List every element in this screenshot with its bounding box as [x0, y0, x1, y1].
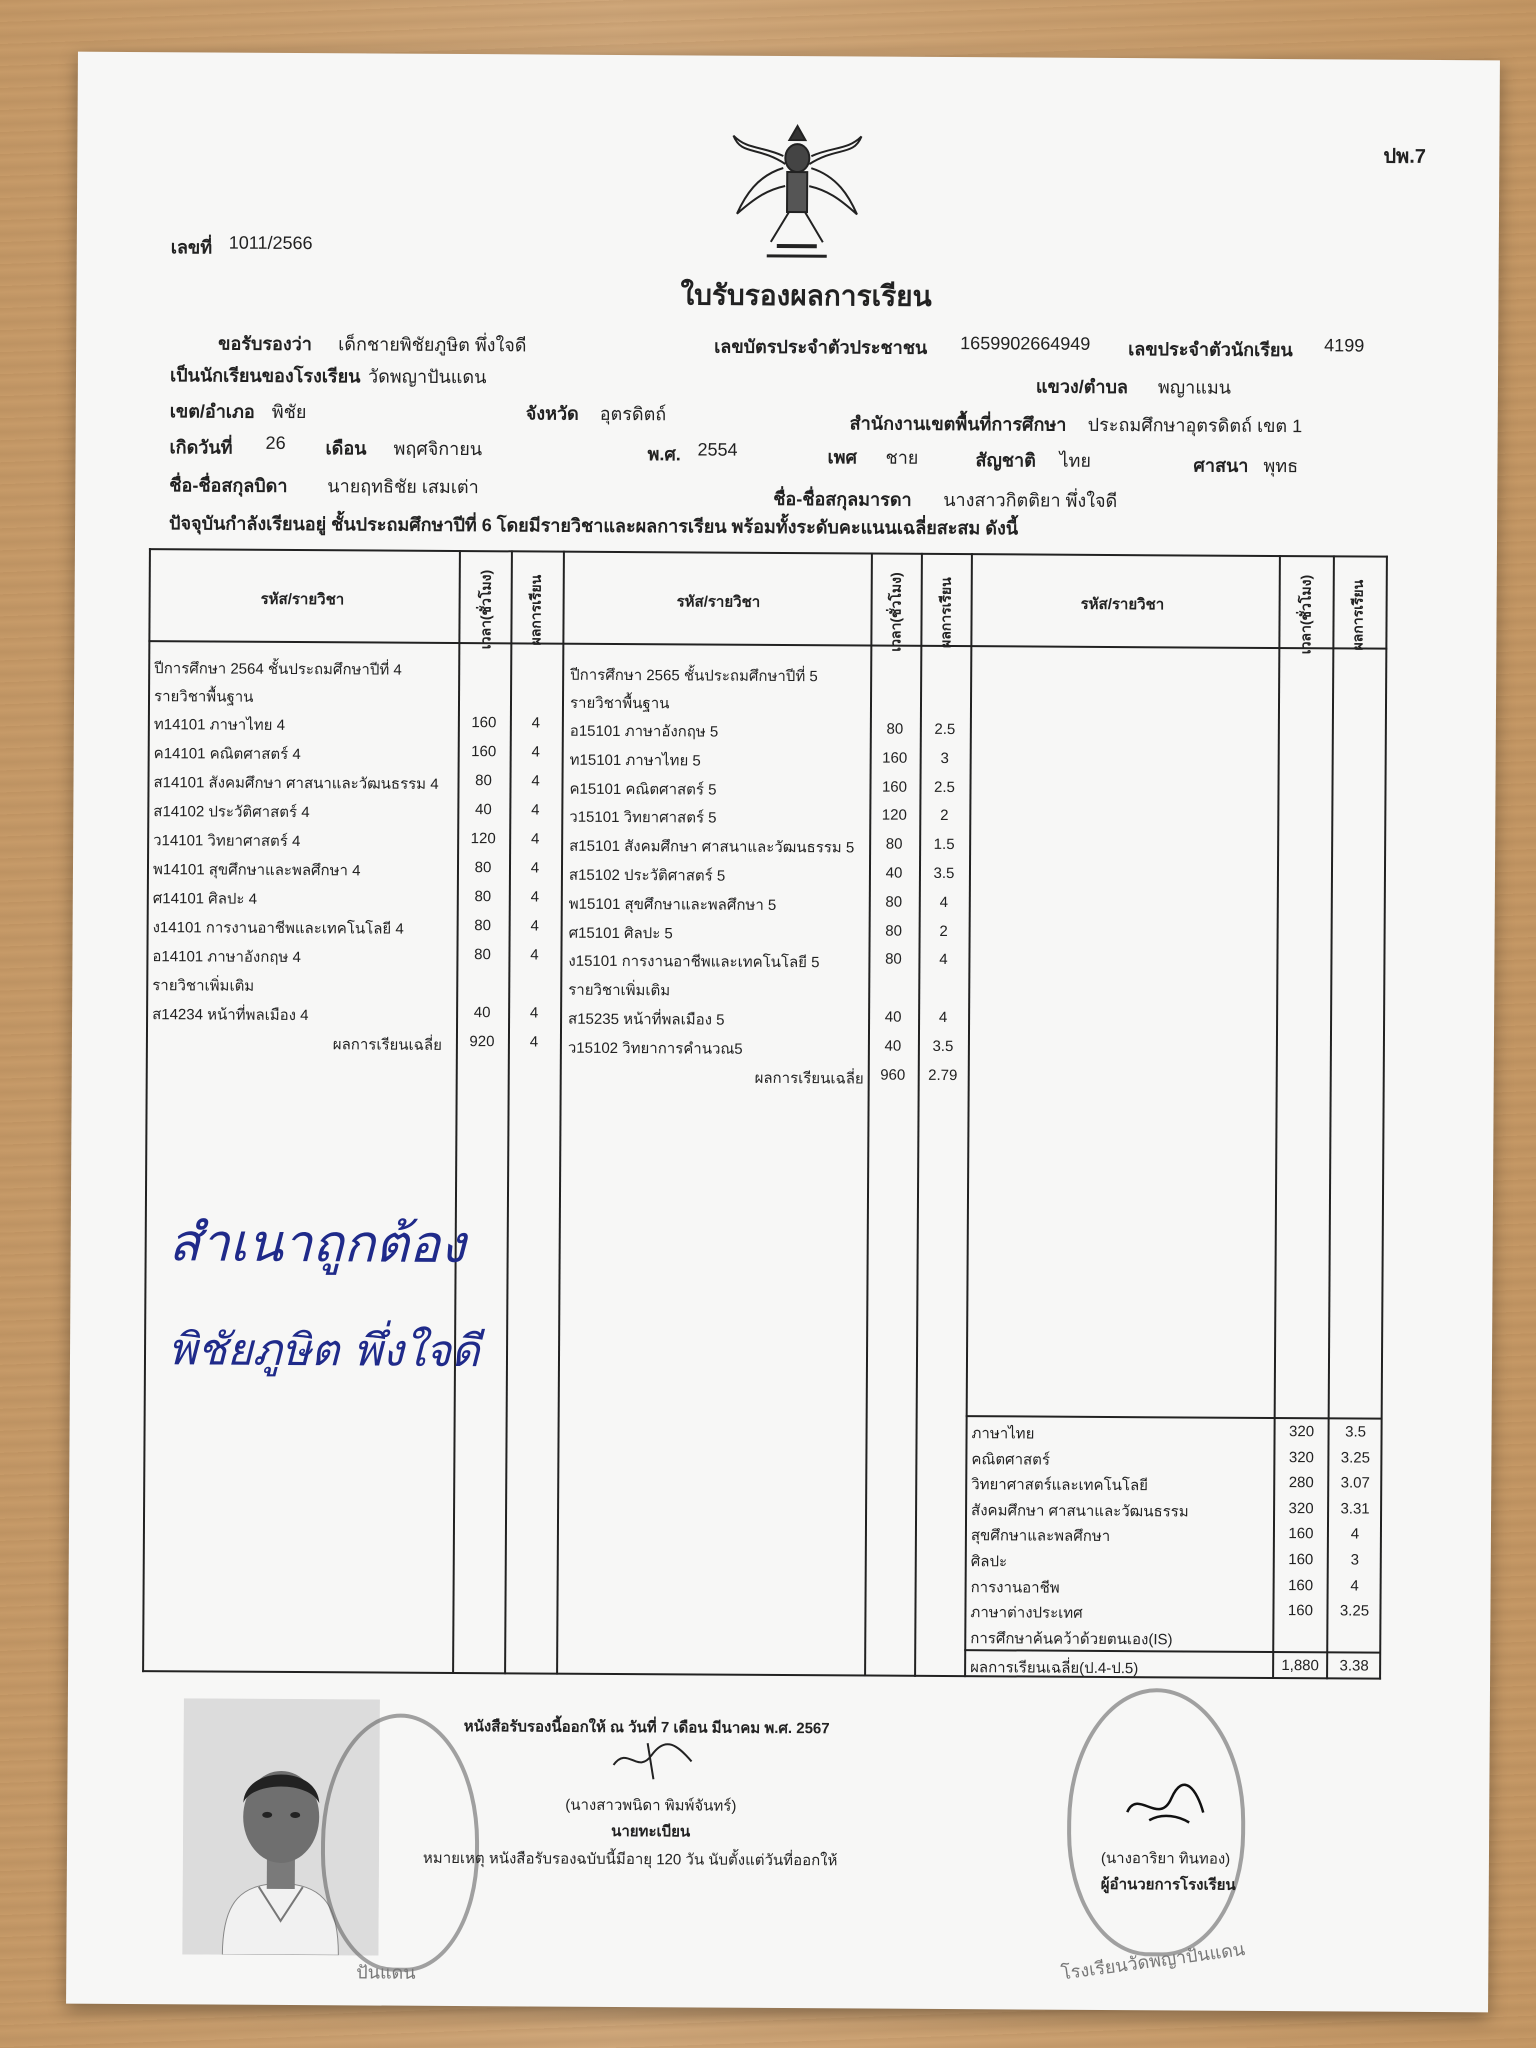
nationality: ไทย: [1059, 450, 1092, 471]
religion: พุทธ: [1263, 455, 1299, 477]
year-2564: ปีการศึกษา 2564 ชั้นประถมศึกษาปีที่ 4: [154, 660, 402, 679]
table-row-grade: 4: [939, 951, 948, 969]
director-name: (นางอาริยา ทินทอง): [1100, 1849, 1231, 1868]
province-label: จังหวัด: [525, 403, 579, 424]
header-subject-1: รหัส/รายวิชา: [260, 590, 345, 609]
additional-subjects-label: รายวิชาเพิ่มเติม: [152, 977, 255, 995]
area-label: สำนักงานเขตพื้นที่การศึกษา: [849, 413, 1067, 435]
validity-note: หมายเหตุ หนังสือรับรองฉบับนี้มีอายุ 120 วัน นับตั้งแต่วันที่ออกให้: [422, 1849, 838, 1870]
summary-row-subject: วิทยาศาสตร์และเทคโนโลยี: [971, 1476, 1149, 1495]
table-row-hours: 80: [474, 888, 492, 906]
table-row-subject: ง14101 การงานอาชีพและเทคโนโลยี 4: [152, 919, 404, 938]
handwritten-signature-name: พิชัยภูษิต พึ่งใจดี: [167, 1324, 480, 1378]
average-grade: 2.79: [928, 1066, 958, 1084]
issued-date-text: หนังสือรับรองนี้ออกให้ ณ วันที่ 7 เดือน มีนาคม พ.ศ. 2567: [463, 1718, 830, 1738]
birth-day: 26: [265, 432, 286, 453]
sex: ชาย: [885, 447, 919, 468]
summary-row-grade: 3.07: [1340, 1474, 1370, 1492]
birth-year-label: พ.ศ.: [647, 444, 681, 465]
registrar-signature: [607, 1735, 697, 1786]
table-row-grade: 4: [530, 859, 540, 877]
garuda-emblem: [727, 116, 868, 267]
summary-row-grade: 3.31: [1340, 1500, 1370, 1518]
table-row-subject: ท15101 ภาษาไทย 5: [569, 751, 701, 770]
table-row-grade: 1.5: [933, 836, 955, 854]
table-row-hours: 80: [885, 922, 903, 940]
current-study-text: ปัจจุบันกำลังเรียนอยู่ ชั้นประถมศึกษาปีที่ 6 โดยมีรายวิชาและผลการเรียน พร้อมทั้งระดับคะแนนเฉลี่ยสะสม ดังนี้: [169, 513, 1019, 539]
table-row-hours: 80: [886, 720, 904, 738]
table-row-subject: ศ14101 ศิลปะ 4: [152, 890, 258, 908]
school-seal-left: [320, 1713, 480, 1972]
table-row-grade: 2: [940, 807, 949, 825]
director-title: ผู้อำนวยการโรงเรียน: [1100, 1875, 1236, 1894]
summary-row-grade: 3.25: [1339, 1602, 1370, 1620]
header-grade-3: ผลการเรียน: [1349, 579, 1366, 651]
table-row-grade: 4: [531, 714, 541, 732]
table-row-hours: 80: [885, 951, 902, 969]
mother-label: ชื่อ-ชื่อสกุลมารดา: [773, 488, 912, 510]
header-hours-3: เวลา(ชั่วโมง): [1297, 574, 1314, 655]
average-grade: 4: [529, 1033, 539, 1051]
table-row-subject: ท14101 ภาษาไทย 4: [153, 716, 286, 734]
handwritten-certified-copy: สำเนาถูกต้อง: [168, 1213, 466, 1276]
id-number: 1659902664949: [960, 333, 1091, 354]
subdistrict-label: แขวง/ตำบล: [1035, 376, 1129, 398]
summary-row-grade: 4: [1350, 1577, 1359, 1595]
summary-row-hours: 320: [1289, 1423, 1315, 1441]
page-title: ใบรับรองผลการเรียน: [680, 279, 932, 312]
summary-row-grade: 3.25: [1340, 1449, 1371, 1467]
summary-row-subject: สุขศึกษาและพลศึกษา: [970, 1527, 1111, 1546]
year-2565: ปีการศึกษา 2565 ชั้นประถมศึกษาปีที่ 5: [570, 666, 818, 686]
form-code: ปพ.7: [1383, 145, 1426, 168]
summary-row-subject: คณิตศาสตร์: [971, 1450, 1051, 1469]
birth-month-label: เดือน: [325, 438, 367, 459]
table-row-subject: อ14101 ภาษาอังกฤษ 4: [152, 948, 301, 967]
district: พิชัย: [271, 401, 307, 423]
summary-row-subject: ศิลปะ: [970, 1553, 1008, 1571]
school-label: เป็นนักเรียนของโรงเรียน: [169, 365, 361, 387]
school-name: วัดพญาปันแดน: [367, 366, 487, 388]
table-row-grade: 2: [939, 922, 948, 940]
table-row-subject: ส15102 ประวัติศาสตร์ 5: [568, 866, 726, 885]
header-hours-2: เวลา(ชั่วโมง): [887, 572, 904, 652]
table-row-subject: ง15101 การงานอาชีพและเทคโนโลยี 5: [568, 953, 820, 972]
summary-row-subject: การงานอาชีพ: [970, 1578, 1060, 1597]
table-row-hours: 40: [884, 1008, 902, 1026]
header-subject-3: รหัส/รายวิชา: [1080, 595, 1165, 614]
birth-month: พฤศจิกายน: [393, 438, 483, 460]
district-label: เขต/อำเภอ: [169, 401, 255, 422]
table-row-subject: ส15235 หน้าที่พลเมือง 5: [568, 1010, 725, 1029]
grades-table: [142, 548, 1388, 1680]
summary-row-subject: สังคมศึกษา ศาสนาและวัฒนธรรม: [971, 1501, 1189, 1521]
table-row-hours: 80: [474, 946, 491, 964]
mother-name: นางสาวกิตติยา พึ่งใจดี: [943, 489, 1118, 512]
seal-text-right: โรงเรียนวัดพญาปันแดน: [1059, 1939, 1247, 1984]
table-row-subject: ว14101 วิทยาศาสตร์ 4: [153, 832, 301, 851]
table-row-subject: พ14101 สุขศึกษาและพลศึกษา 4: [152, 861, 361, 880]
table-row-hours: 40: [474, 801, 492, 819]
summary-row-hours: 280: [1288, 1474, 1314, 1492]
table-row-hours: 40: [885, 864, 903, 882]
table-row-grade: 3.5: [933, 864, 955, 883]
table-row-hours: 160: [881, 778, 908, 796]
summary-row-hours: 320: [1288, 1499, 1314, 1518]
table-row-grade: 4: [939, 893, 949, 911]
table-row-subject: อ15101 ภาษาอังกฤษ 5: [569, 722, 719, 741]
table-row-hours: 80: [885, 835, 903, 853]
father-name: นายฤทธิชัย เสมเต่า: [327, 476, 479, 498]
table-row-hours: 40: [884, 1037, 902, 1055]
summary-average-label: ผลการเรียนเฉลี่ย(ป.4-ป.5): [970, 1659, 1139, 1678]
certify-label: ขอรับรองว่า: [218, 333, 312, 355]
summary-row-subject: ภาษาไทย: [971, 1425, 1035, 1443]
summary-row-hours: 320: [1288, 1448, 1314, 1466]
table-row-grade: 2.5: [934, 720, 956, 739]
number-label: เลขที่: [170, 237, 213, 258]
birth-day-label: เกิดวันที่: [169, 437, 233, 458]
table-row-grade: 4: [531, 743, 540, 761]
seal-text-left: ปันแดน: [356, 1962, 416, 1983]
basic-subjects-label: รายวิชาพื้นฐาน: [569, 694, 670, 713]
table-row-hours: 80: [885, 893, 903, 911]
student-name: เด็กชายพิชัยภูษิต พึ่งใจดี: [338, 334, 527, 356]
summary-row-hours: 160: [1287, 1602, 1314, 1620]
student-id-label: เลขประจำตัวนักเรียน: [1128, 339, 1293, 361]
area: ประถมศึกษาอุตรดิตถ์ เขต 1: [1087, 414, 1303, 437]
table-row-grade: 4: [938, 1008, 948, 1027]
table-row-hours: 160: [471, 714, 497, 732]
certificate-sheet: [66, 52, 1500, 2013]
table-row-grade: 2.5: [934, 778, 955, 796]
summary-row-subject: ภาษาต่างประเทศ: [970, 1604, 1083, 1623]
summary-row-grade: 3.5: [1345, 1423, 1367, 1441]
id-label: เลขบัตรประจำตัวประชาชน: [714, 336, 928, 358]
table-row-grade: 4: [531, 801, 540, 819]
additional-subjects-label: รายวิชาเพิ่มเติม: [568, 981, 671, 1000]
table-row-grade: 3.5: [932, 1037, 954, 1055]
table-row-subject: ค14101 คณิตศาสตร์ 4: [153, 745, 301, 764]
table-row-hours: 120: [881, 806, 907, 825]
document-number: 1011/2566: [228, 232, 313, 254]
table-row-grade: 4: [531, 772, 540, 790]
table-row-hours: 160: [471, 743, 497, 761]
table-row-grade: 4: [530, 888, 540, 906]
table-row-subject: ว15101 วิทยาศาสตร์ 5: [569, 809, 717, 827]
table-row-hours: 120: [470, 830, 496, 848]
basic-subjects-label: รายวิชาพื้นฐาน: [153, 688, 254, 706]
table-row-subject: ส14102 ประวัติศาสตร์ 4: [153, 803, 310, 822]
province: อุตรดิตถ์: [599, 403, 667, 425]
average-label: ผลการเรียนเฉลี่ย: [754, 1069, 864, 1088]
summary-row-subject: การศึกษาค้นคว้าด้วยตนเอง(IS): [970, 1629, 1173, 1649]
table-row-subject: ว15102 วิทยาการคำนวณ5: [567, 1039, 743, 1058]
summary-row-hours: 160: [1288, 1551, 1314, 1569]
registrar-title: นายทะเบียน: [611, 1822, 691, 1841]
summary-row-hours: 160: [1288, 1576, 1314, 1594]
table-row-subject: ส14101 สังคมศึกษา ศาสนาและวัฒนธรรม 4: [153, 774, 439, 793]
director-signature: [1119, 1782, 1209, 1833]
sex-label: เพศ: [827, 447, 858, 468]
table-row-subject: ศ15101 ศิลปะ 5: [568, 924, 673, 942]
student-id: 4199: [1324, 335, 1365, 356]
header-hours-1: เวลา(ชั่วโมง): [477, 569, 494, 650]
summary-row-grade: 4: [1350, 1525, 1360, 1543]
table-row-hours: 80: [475, 772, 492, 790]
summary-row-hours: 160: [1288, 1525, 1314, 1543]
table-row-subject: ส14234 หน้าที่พลเมือง 4: [152, 1006, 309, 1025]
father-label: ชื่อ-ชื่อสกุลบิดา: [169, 475, 288, 496]
birth-year: 2554: [697, 439, 738, 460]
table-row-hours: 80: [474, 917, 492, 935]
table-row-subject: ค15101 คณิตศาสตร์ 5: [569, 780, 717, 799]
registrar-name: (นางสาวพนิดา พิมพ์จันทร์): [565, 1796, 737, 1815]
religion-label: ศาสนา: [1193, 455, 1249, 476]
average-hours: 960: [880, 1066, 906, 1084]
nationality-label: สัญชาติ: [975, 450, 1036, 471]
table-row-grade: 4: [530, 917, 539, 935]
table-row-grade: 4: [529, 1004, 539, 1022]
table-row-subject: ส15101 สังคมศึกษา ศาสนาและวัฒนธรรม 5: [569, 837, 855, 857]
summary-average-hours: 1,880: [1281, 1657, 1319, 1675]
summary-row-grade: 3: [1350, 1551, 1360, 1569]
table-row-hours: 40: [473, 1004, 491, 1022]
header-grade-1: ผลการเรียน: [527, 574, 544, 646]
header-subject-2: รหัส/รายวิชา: [676, 593, 761, 611]
average-hours: 920: [469, 1033, 495, 1051]
summary-average-grade: 3.38: [1339, 1657, 1369, 1675]
table-row-grade: 3: [940, 749, 949, 767]
table-row-hours: 160: [882, 749, 908, 767]
average-label: ผลการเรียนเฉลี่ย: [332, 1036, 442, 1054]
table-row-hours: 80: [474, 859, 492, 877]
table-row-grade: 4: [530, 830, 540, 848]
subdistrict: พญาแมน: [1157, 377, 1232, 398]
header-grade-2: ผลการเรียน: [937, 577, 954, 649]
table-row-grade: 4: [530, 946, 539, 964]
table-row-subject: พ15101 สุขศึกษาและพลศึกษา 5: [568, 895, 777, 914]
